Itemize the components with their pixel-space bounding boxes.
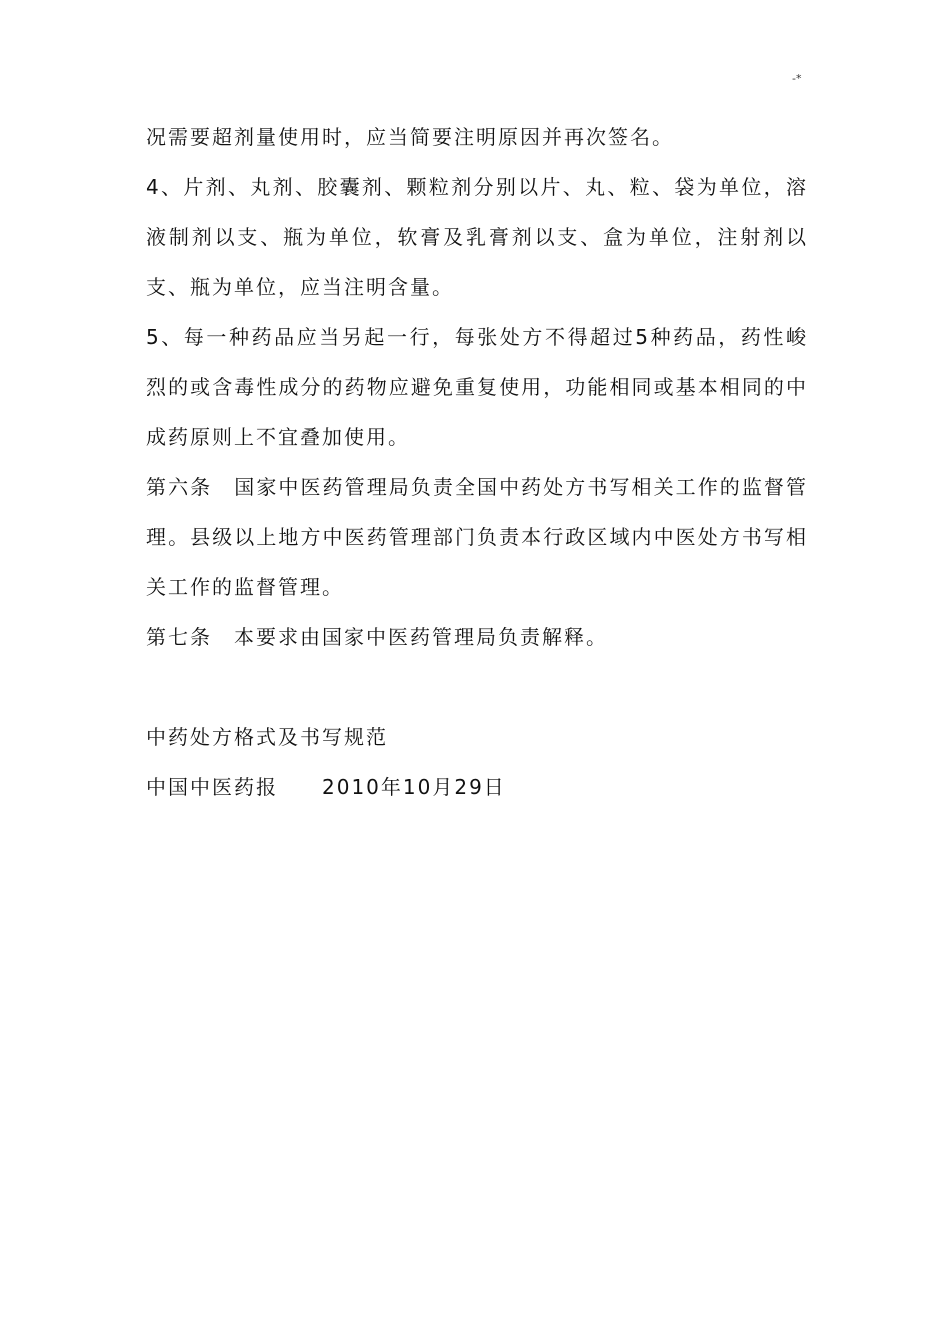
- source-publisher-date: 中国中医药报 2010年10月29日: [146, 775, 506, 799]
- paragraph-dosage-note: 况需要超剂量使用时，应当简要注明原因并再次签名。: [146, 125, 674, 149]
- paragraph-item-5: 5、每一种药品应当另起一行，每张处方不得超过5种药品，药性峻烈的或含毒性成分的药物应避免重复使用，功能相同或基本相同的中成药原则上不宜叠加使用。: [146, 325, 808, 449]
- spacer: [146, 662, 808, 712]
- document-body: [146, 112, 808, 812]
- paragraph-article-6: 第六条 国家中医药管理局负责全国中药处方书写相关工作的监督管理。县级以上地方中医药管理部门负责本行政区域内中医处方书写相关工作的监督管理。: [146, 475, 808, 599]
- paragraph-item-4: 4、片剂、丸剂、胶囊剂、颗粒剂分别以片、丸、粒、袋为单位，溶液制剂以支、瓶为单位，软膏及乳膏剂以支、盒为单位，注射剂以支、瓶为单位，应当注明含量。: [146, 175, 808, 299]
- paragraph-article-7: 第七条 本要求由国家中医药管理局负责解释。: [146, 625, 608, 649]
- page-mark: -*: [792, 72, 802, 85]
- source-title: 中药处方格式及书写规范: [146, 725, 388, 749]
